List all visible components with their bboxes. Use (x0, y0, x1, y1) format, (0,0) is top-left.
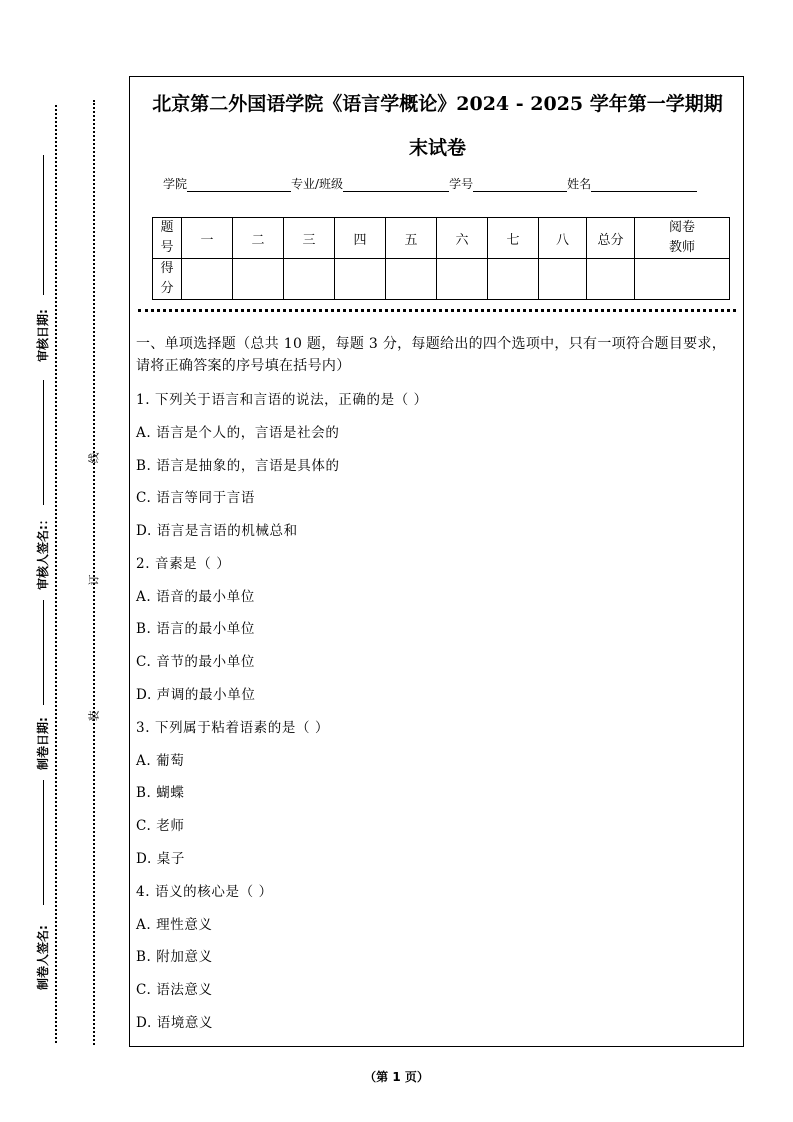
question-stem: 1. 下列关于语言和言语的说法，正确的是（ ） (136, 392, 428, 408)
score-cell[interactable] (284, 259, 335, 300)
exam-title-line2: 末试卷 (408, 137, 466, 159)
seal-fold-mark: 装 (87, 710, 101, 722)
score-col-header: 六 (437, 218, 488, 259)
score-cell[interactable] (539, 259, 587, 300)
section-divider (138, 309, 736, 312)
row-label-question: 题 号 (153, 218, 182, 259)
exam-sheet (129, 76, 744, 1047)
reviewer-sign-line (43, 380, 44, 505)
option-item: A. 语音的最小单位 (136, 589, 255, 605)
reviewer-sign-label: 审核人签名:： (36, 513, 50, 590)
maker-date-label: 制卷日期: (36, 717, 50, 770)
question-stem: 2. 音素是（ ） (136, 556, 231, 572)
row-label-score: 得 分 (153, 259, 182, 300)
total-score-cell[interactable] (587, 259, 635, 300)
name-field[interactable] (591, 179, 697, 192)
score-col-header: 八 (539, 218, 587, 259)
maker-sign-line (43, 780, 44, 905)
score-col-header: 七 (488, 218, 539, 259)
option-item: C. 语言等同于言语 (136, 490, 255, 506)
option-item: D. 语言是言语的机械总和 (136, 523, 298, 539)
option-item: A. 葡萄 (136, 753, 185, 769)
option-item: A. 语言是个人的，言语是社会的 (136, 425, 340, 441)
option-item: C. 语法意义 (136, 982, 213, 998)
option-item: C. 音节的最小单位 (136, 654, 255, 670)
major-label: 专业/班级 (291, 177, 344, 191)
reviewer-date-line (43, 155, 44, 295)
grader-header: 阅卷 教师 (635, 218, 730, 259)
question-stem: 3. 下列属于粘着语素的是（ ） (136, 720, 330, 736)
option-item: D. 声调的最小单位 (136, 687, 256, 703)
option-item: B. 语言的最小单位 (136, 621, 256, 637)
option-item: B. 语言是抽象的，言语是具体的 (136, 458, 340, 474)
page-number: （第 1 页） (364, 1070, 429, 1084)
name-label: 姓名 (567, 177, 592, 191)
option-item: C. 老师 (136, 818, 185, 834)
seal-bind-mark: 订 (87, 574, 101, 586)
score-cell[interactable] (386, 259, 437, 300)
option-item: A. 理性意义 (136, 917, 213, 933)
score-cell[interactable] (182, 259, 233, 300)
question-stem: 4. 语义的核心是（ ） (136, 884, 273, 900)
score-cell[interactable] (233, 259, 284, 300)
option-item: D. 语境意义 (136, 1015, 214, 1031)
score-col-header: 二 (233, 218, 284, 259)
score-col-header: 五 (386, 218, 437, 259)
seal-line-mark: 线 (87, 452, 101, 464)
college-field[interactable] (187, 179, 291, 192)
maker-date-line (43, 600, 44, 705)
score-col-header: 四 (335, 218, 386, 259)
exam-title-line1: 北京第二外国语学院《语言学概论》2024 - 2025 学年第一学期期 (152, 93, 723, 115)
student-info-row (163, 175, 697, 192)
option-item: B. 蝴蝶 (136, 785, 185, 801)
score-cell[interactable] (437, 259, 488, 300)
college-label: 学院 (163, 177, 188, 191)
score-col-header: 一 (182, 218, 233, 259)
inner-dotted-rule (93, 100, 95, 1045)
section1-instructions: 一、单项选择题（总共 10 题，每题 3 分，每题给出的四个选项中，只有一项符合题目要求，请将正确答案的序号填在括号内） (136, 336, 727, 374)
grader-cell[interactable] (635, 259, 730, 300)
score-col-header: 总分 (587, 218, 635, 259)
major-field[interactable] (343, 179, 449, 192)
student-id-label: 学号 (449, 177, 474, 191)
score-table (152, 217, 730, 300)
option-item: D. 桌子 (136, 851, 185, 867)
student-id-field[interactable] (473, 179, 567, 192)
outer-dotted-rule (55, 105, 57, 1043)
score-cell[interactable] (335, 259, 386, 300)
maker-sign-label: 制卷人签名: (36, 925, 50, 990)
score-cell[interactable] (488, 259, 539, 300)
score-col-header: 三 (284, 218, 335, 259)
reviewer-date-label: 审核日期: (36, 309, 50, 362)
option-item: B. 附加意义 (136, 949, 213, 965)
